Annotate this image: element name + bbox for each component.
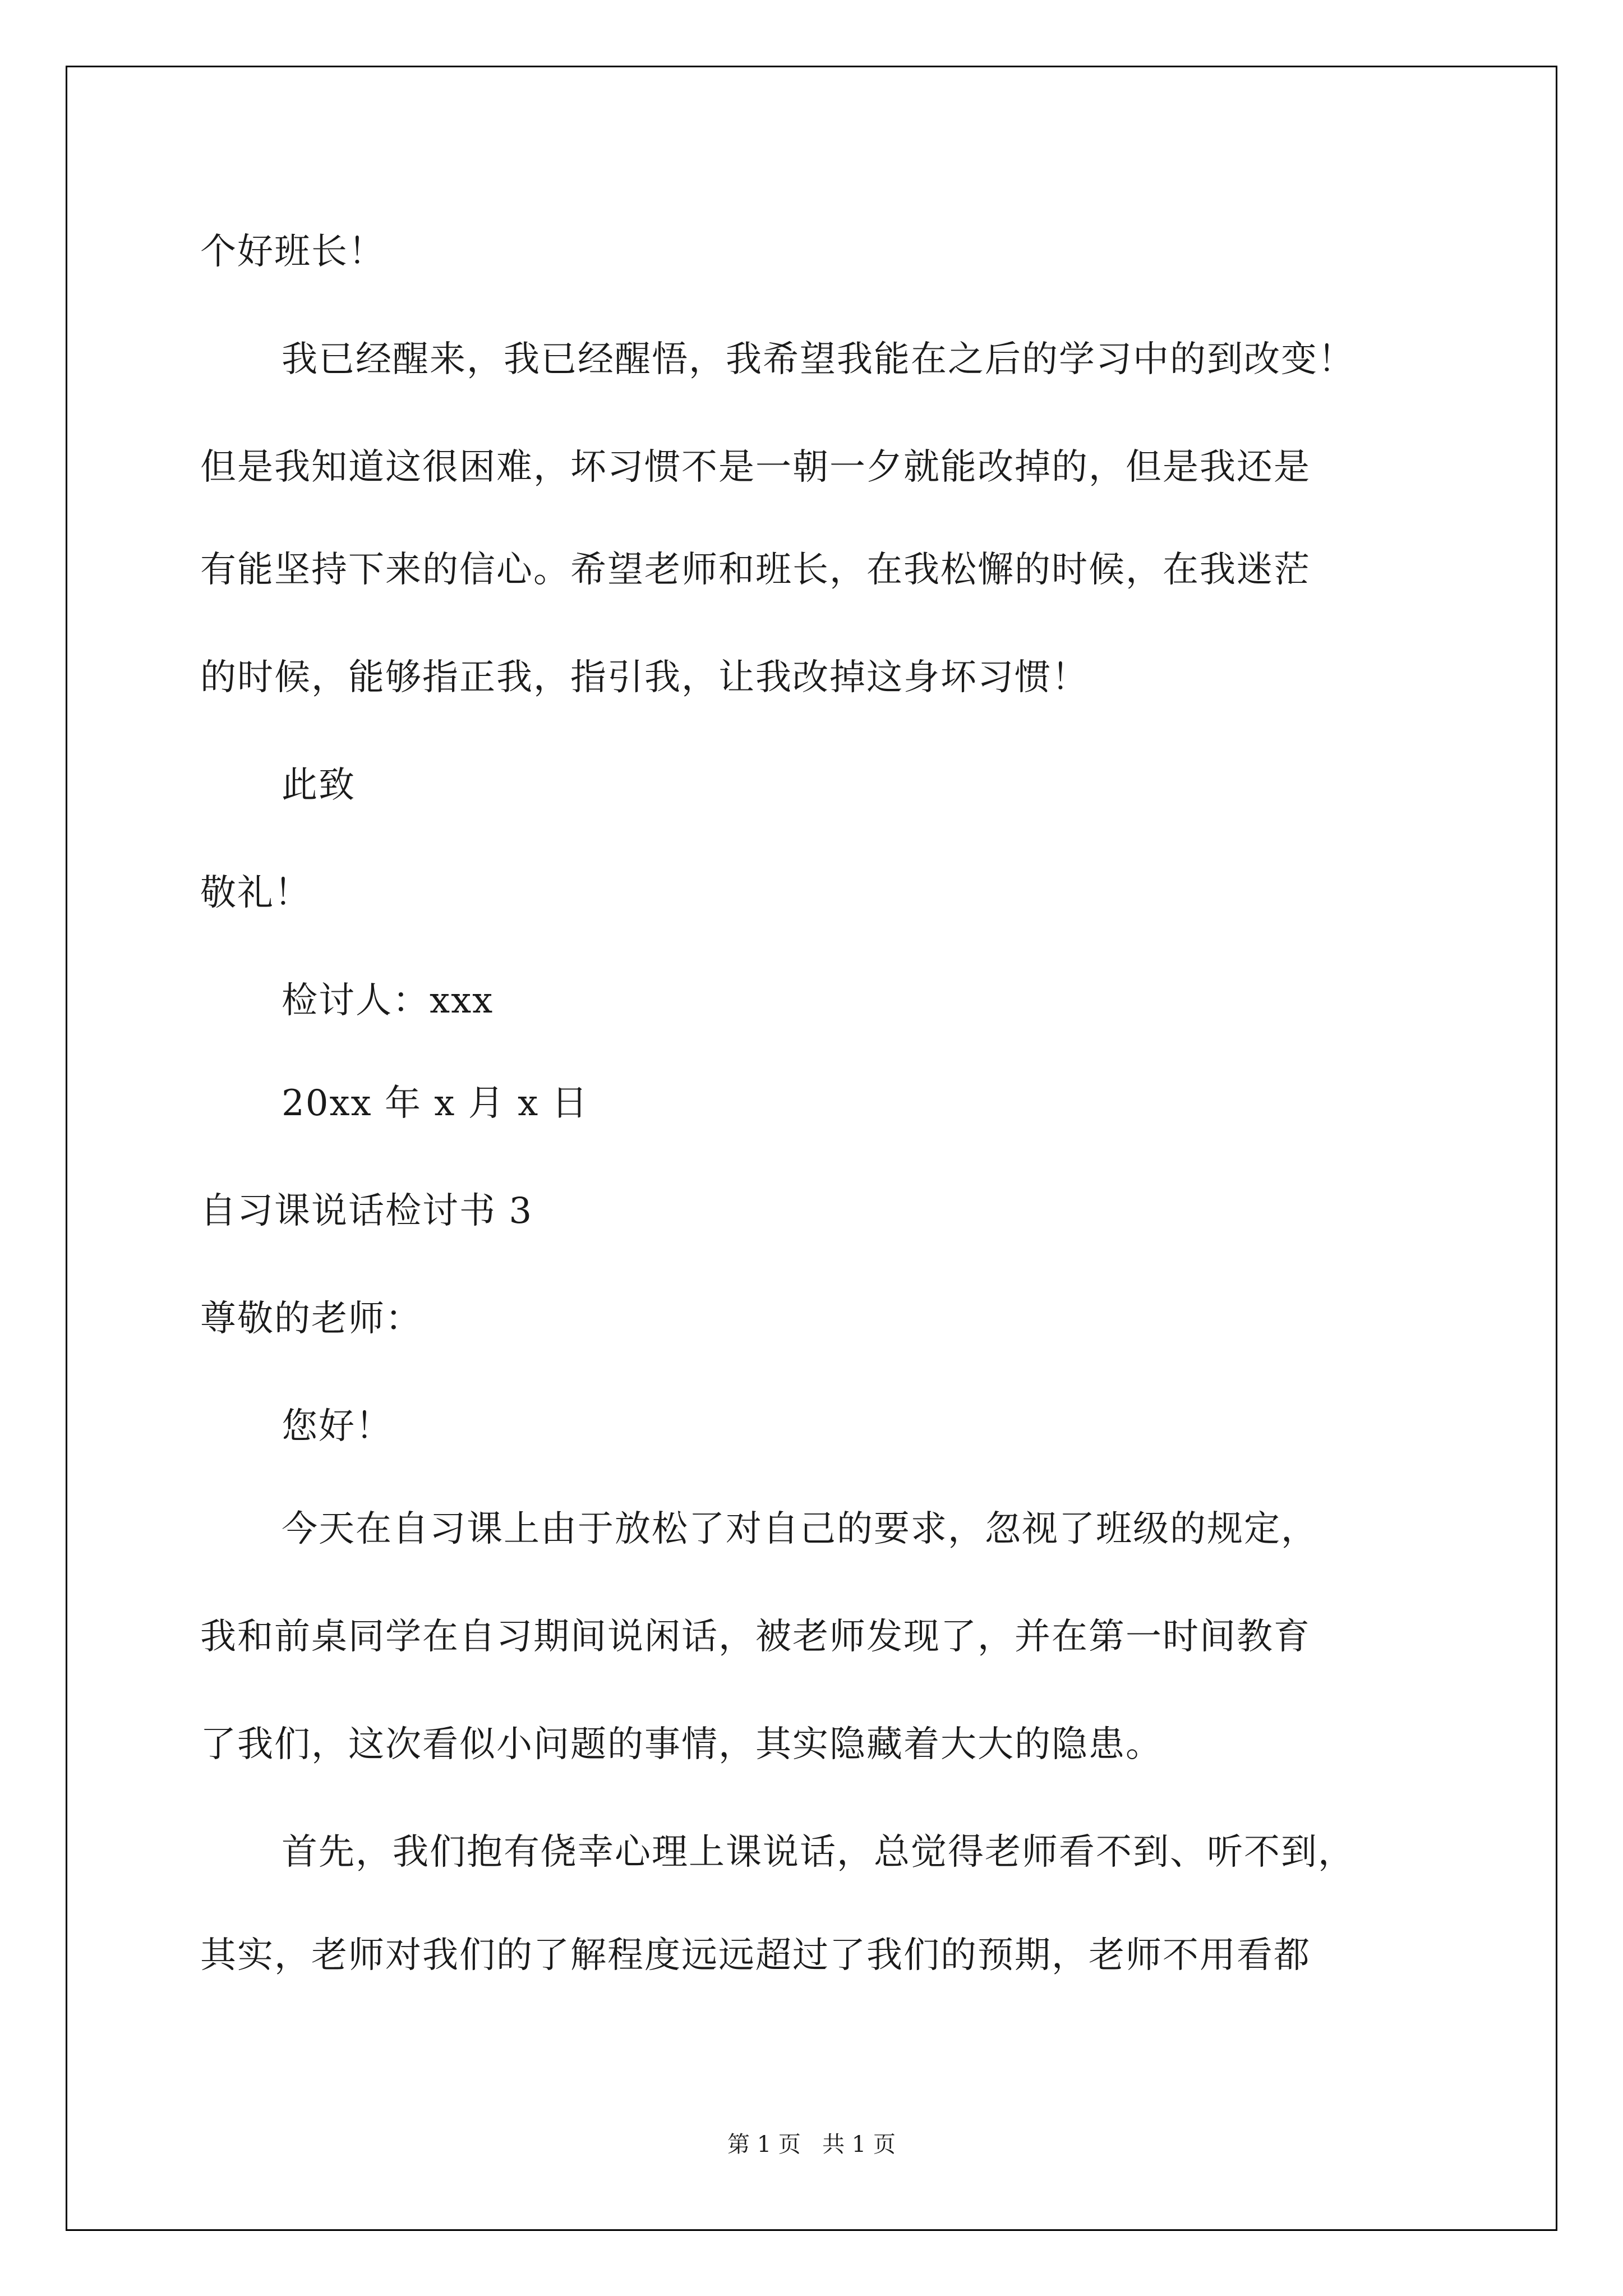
page-number-footer: 第 1 页 共 1 页 — [727, 2132, 896, 2157]
text-line: 其实，老师对我们的了解程度远远超过了我们的预期，老师不用看都 — [200, 1935, 1311, 1976]
text-line: 但是我知道这很困难，坏习惯不是一朝一夕就能改掉的，但是我还是 — [200, 447, 1311, 488]
signature-line: 检讨人：xxx — [282, 980, 494, 1022]
text-line: 个好班长！ — [200, 231, 385, 273]
section-title: 自习课说话检讨书 3 — [200, 1190, 533, 1232]
paragraph-first-line: 首先，我们抱有侥幸心理上课说话，总觉得老师看不到、听不到， — [282, 1832, 1355, 1873]
text-line: 有能坚持下来的信心。希望老师和班长，在我松懈的时候，在我迷茫 — [200, 549, 1311, 591]
paragraph-first-line: 我已经醒来，我已经醒悟，我希望我能在之后的学习中的到改变！ — [282, 339, 1355, 380]
text-line: 了我们，这次看似小问题的事情，其实隐藏着大大的隐患。 — [200, 1724, 1163, 1765]
text-line: 的时候，能够指正我，指引我，让我改掉这身坏习惯！ — [200, 657, 1089, 698]
date-line: 20xx 年 x 月 x 日 — [282, 1083, 589, 1124]
closing-phrase: 此致 — [282, 765, 356, 806]
closing-salute: 敬礼！ — [200, 872, 311, 914]
greeting: 您好！ — [282, 1406, 393, 1447]
text-line: 我和前桌同学在自习期间说闲话，被老师发现了，并在第一时间教育 — [200, 1616, 1311, 1658]
salutation: 尊敬的老师： — [200, 1298, 422, 1340]
page-border — [66, 66, 1557, 2231]
paragraph-first-line: 今天在自习课上由于放松了对自己的要求，忽视了班级的规定， — [282, 1508, 1318, 1550]
